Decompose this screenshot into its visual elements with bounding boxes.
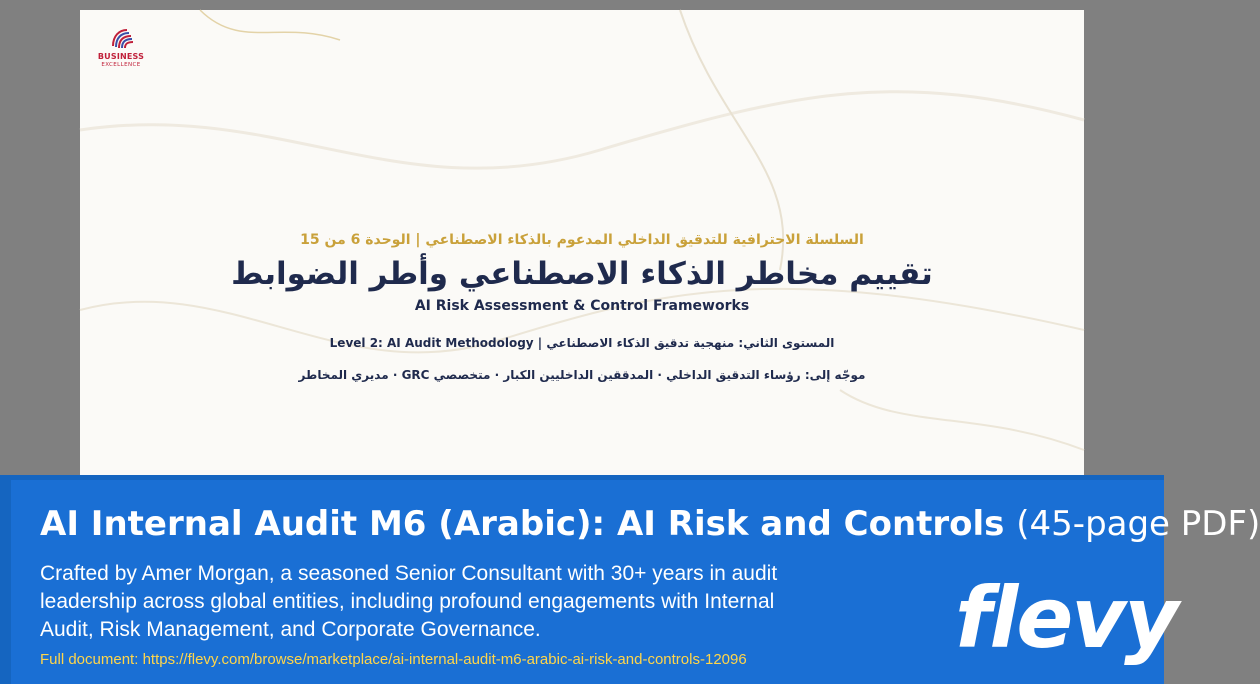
flevy-logo[interactable]: flevy [955,569,1177,667]
slide-cover-text [80,232,1084,382]
audience-line: موجّه إلى: رؤساء التدقيق الداخلي · المدققين الداخليين الكبار · متخصصي GRC · مديري المخاطر [298,368,866,382]
full-document-label: Full document: [40,651,139,668]
document-title-main: AI Internal Audit M6 (Arabic): AI Risk and Controls [40,504,1005,544]
globe-logo-icon [107,26,135,52]
slide-title-arabic: تقييم مخاطر الذكاء الاصطناعي وأطر الضوابط [231,256,933,292]
level-line: المستوى الثاني: منهجية تدقيق الذكاء الاصطناعي | Level 2: AI Audit Methodology [329,336,835,350]
business-excellence-logo [94,26,148,68]
full-document-link[interactable]: https://flevy.com/browse/marketplace/ai-internal-audit-m6-arabic-ai-risk-and-controls-12096 [142,651,747,668]
slide-title-english: AI Risk Assessment & Control Frameworks [414,298,750,314]
series-line: السلسلة الاحترافية للتدقيق الداخلي المدعوم بالذكاء الاصطناعي | الوحدة 6 من 15 [300,232,864,248]
logo-text-excellence: EXCELLENCE [101,62,141,68]
page-count: (45-page PDF) [1016,504,1260,544]
logo-text-business: BUSINESS [97,52,145,61]
document-description: Crafted by Amer Morgan, a seasoned Senior Consultant with 30+ years in audit leadership across global entities, including profound engagements with Internal Audit, Risk Management, and Corporate Governance. [40,562,778,641]
document-preview-slide [80,10,1084,475]
full-document-line [40,651,747,668]
document-title [40,503,1260,545]
